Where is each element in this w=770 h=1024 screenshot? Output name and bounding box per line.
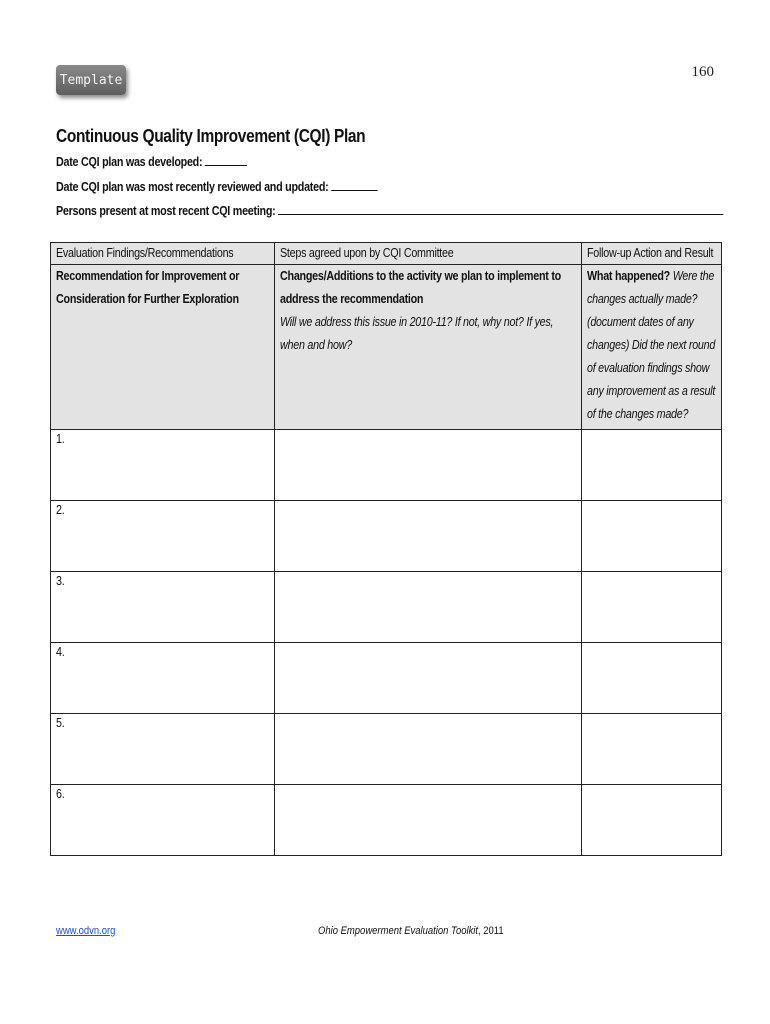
template-badge xyxy=(56,65,126,95)
header-steps-agreed: Steps agreed upon by CQI Committee xyxy=(275,243,582,265)
row-number-cell[interactable]: 3. xyxy=(51,572,275,643)
persons-present-label: Persons present at most recent CQI meeting: xyxy=(56,204,276,218)
table-row xyxy=(51,430,722,501)
subheader-changes xyxy=(275,265,582,430)
row-followup-cell[interactable] xyxy=(582,785,722,856)
row-steps-cell[interactable] xyxy=(275,572,582,643)
footer-credit-title: Ohio Empowerment Evaluation Toolkit xyxy=(318,925,479,937)
row-followup-cell[interactable] xyxy=(582,572,722,643)
row-number-cell[interactable]: 1. xyxy=(51,430,275,501)
footer-credit xyxy=(318,925,504,937)
header-evaluation-findings: Evaluation Findings/Recommendations xyxy=(51,243,275,265)
footer-credit-year: , 2011 xyxy=(478,925,504,937)
what-happened-bold: What happened? xyxy=(587,269,670,283)
row-steps-cell[interactable] xyxy=(275,643,582,714)
changes-bold-text: Changes/Additions to the activity we plan to implement to address the recommendation xyxy=(280,269,561,306)
footer-website-link[interactable]: www.odvn.org xyxy=(56,925,116,937)
persons-present-blank[interactable] xyxy=(278,202,723,215)
table-subheader-row xyxy=(51,265,722,430)
table-header-row xyxy=(51,243,722,265)
changes-italic-text: Will we address this issue in 2010-11? If not, why not? If yes, when and how? xyxy=(280,315,554,352)
row-number-cell[interactable]: 5. xyxy=(51,714,275,785)
what-happened-italic: Were the changes actually made? (document dates of any changes) Did the next round of evaluation findings show any improvement as a result of the changes made? xyxy=(587,269,716,421)
page-number: 160 xyxy=(691,64,714,80)
row-followup-cell[interactable] xyxy=(582,501,722,572)
table-row xyxy=(51,714,722,785)
row-steps-cell[interactable] xyxy=(275,785,582,856)
template-badge-label: Template xyxy=(59,72,123,88)
row-number-cell[interactable]: 2. xyxy=(51,501,275,572)
date-developed-label: Date CQI plan was developed: xyxy=(56,155,203,169)
table-row xyxy=(51,501,722,572)
subheader-what-happened xyxy=(582,265,722,430)
table-row xyxy=(51,785,722,856)
row-steps-cell[interactable] xyxy=(275,714,582,785)
date-reviewed-label: Date CQI plan was most recently reviewed and updated: xyxy=(56,180,329,194)
date-reviewed-blank[interactable] xyxy=(331,178,377,191)
table-row xyxy=(51,572,722,643)
row-followup-cell[interactable] xyxy=(582,430,722,501)
row-number-cell[interactable]: 6. xyxy=(51,785,275,856)
date-developed-blank[interactable] xyxy=(205,153,247,166)
header-follow-up: Follow-up Action and Result xyxy=(582,243,722,265)
row-steps-cell[interactable] xyxy=(275,501,582,572)
cqi-plan-table xyxy=(50,242,722,856)
row-followup-cell[interactable] xyxy=(582,643,722,714)
row-steps-cell[interactable] xyxy=(275,430,582,501)
date-reviewed-line xyxy=(56,178,378,194)
table-row xyxy=(51,643,722,714)
row-number-cell[interactable]: 4. xyxy=(51,643,275,714)
row-followup-cell[interactable] xyxy=(582,714,722,785)
persons-present-line xyxy=(56,202,724,218)
subheader-recommendation: Recommendation for Improvement or Consideration for Further Exploration xyxy=(51,265,275,430)
date-developed-line xyxy=(56,153,247,169)
page-title: Continuous Quality Improvement (CQI) Plan xyxy=(56,126,366,146)
